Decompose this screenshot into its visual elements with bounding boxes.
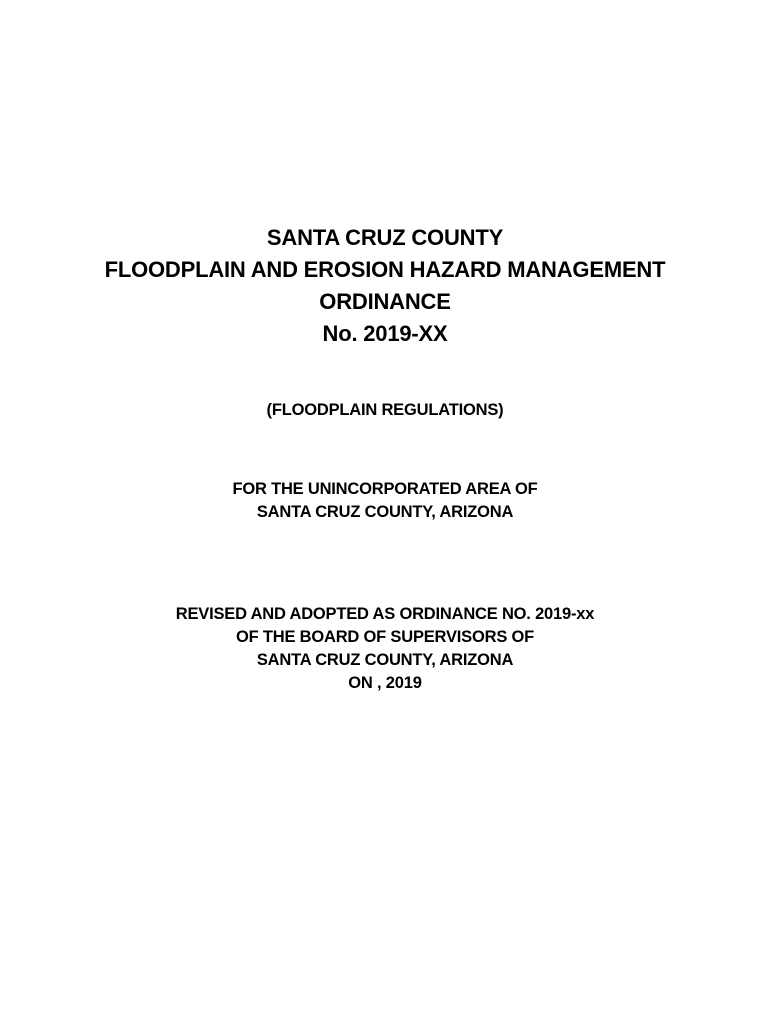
document-title: [0, 222, 770, 350]
adoption-block: [0, 603, 770, 695]
jurisdiction-line-2: SANTA CRUZ COUNTY, ARIZONA: [256, 503, 514, 521]
document-subtitle: [0, 399, 770, 422]
adoption-line-2: OF THE BOARD OF SUPERVISORS OF: [235, 628, 535, 646]
adoption-line-3: SANTA CRUZ COUNTY, ARIZONA: [256, 651, 514, 669]
title-number: No. 2019-XX: [322, 321, 448, 346]
jurisdiction-block: [0, 478, 770, 524]
jurisdiction-line-1: FOR THE UNINCORPORATED AREA OF: [232, 480, 538, 498]
adoption-line-4: ON , 2019: [348, 674, 422, 692]
title-ordinance: ORDINANCE: [319, 289, 451, 314]
adoption-line-1: REVISED AND ADOPTED AS ORDINANCE NO. 2019-xx: [175, 605, 595, 623]
title-county: SANTA CRUZ COUNTY: [266, 225, 504, 250]
subtitle-regulations: (FLOODPLAIN REGULATIONS): [266, 401, 504, 419]
title-subject: FLOODPLAIN AND EROSION HAZARD MANAGEMENT: [104, 257, 666, 282]
